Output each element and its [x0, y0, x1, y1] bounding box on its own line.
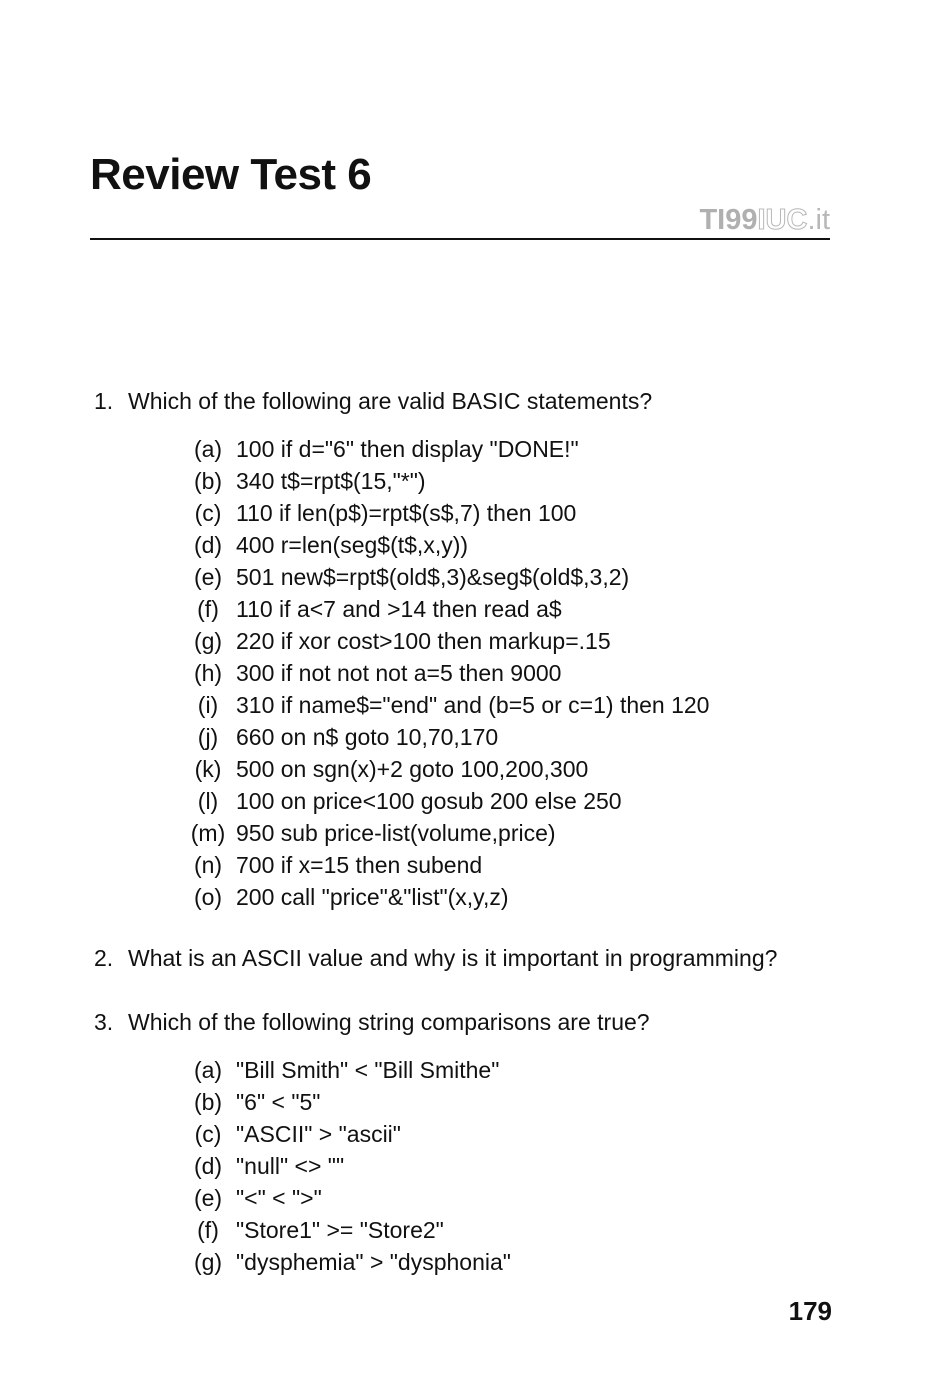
option-letter: (f): [197, 596, 219, 622]
option-item: [180, 753, 709, 785]
option-item: [180, 561, 709, 593]
option-item: [180, 529, 709, 561]
option-item: [180, 593, 709, 625]
option-item: [180, 785, 709, 817]
option-item: [180, 1118, 511, 1150]
option-item: [180, 1182, 511, 1214]
option-item: [180, 433, 709, 465]
page-title: Review Test 6: [90, 150, 372, 199]
option-text: "ASCII" > "ascii": [236, 1121, 401, 1147]
watermark-part-3: .it: [807, 204, 830, 236]
option-letter: (d): [193, 532, 223, 558]
option-text: "dysphemia" > "dysphonia": [236, 1249, 511, 1275]
question-3: [94, 1009, 650, 1036]
watermark: [699, 204, 830, 237]
option-item: [180, 881, 709, 913]
option-letter: (e): [193, 1185, 223, 1211]
question-3-options: [180, 1054, 511, 1278]
question-number: 2.: [94, 945, 114, 971]
question-text: Which of the following string comparisons are true?: [128, 1009, 650, 1035]
option-letter: (b): [193, 1089, 223, 1115]
option-letter: (l): [197, 788, 219, 814]
option-text: 950 sub price-list(volume,price): [236, 820, 556, 846]
option-letter: (i): [197, 692, 219, 718]
option-text: "6" < "5": [236, 1089, 321, 1115]
option-item: [180, 689, 709, 721]
option-text: "Store1" >= "Store2": [236, 1217, 444, 1243]
watermark-part-1: TI99: [699, 204, 758, 236]
option-text: 500 on sgn(x)+2 goto 100,200,300: [236, 756, 589, 782]
question-number: 1.: [94, 388, 114, 414]
option-item: [180, 497, 709, 529]
option-letter: (g): [193, 1249, 223, 1275]
option-letter: (d): [193, 1153, 223, 1179]
option-item: [180, 465, 709, 497]
option-text: 400 r=len(seg$(t$,x,y)): [236, 532, 469, 558]
page-number: 179: [788, 1296, 832, 1326]
option-letter: (h): [193, 660, 223, 686]
option-text: 300 if not not not a=5 then 9000: [236, 660, 562, 686]
question-1: [94, 388, 652, 415]
option-item: [180, 1086, 511, 1118]
option-item: [180, 1150, 511, 1182]
option-text: 110 if len(p$)=rpt$(s$,7) then 100: [236, 500, 577, 526]
option-letter: (e): [193, 564, 223, 590]
question-2: [94, 945, 777, 972]
option-text: 220 if xor cost>100 then markup=.15: [236, 628, 611, 654]
option-letter: (f): [197, 1217, 219, 1243]
option-item: [180, 849, 709, 881]
option-letter: (b): [193, 468, 223, 494]
option-text: 660 on n$ goto 10,70,170: [236, 724, 499, 750]
option-item: [180, 817, 709, 849]
question-1-options: [180, 433, 709, 913]
option-item: [180, 1214, 511, 1246]
option-letter: (c): [194, 500, 222, 526]
option-letter: (g): [193, 628, 223, 654]
question-text: Which of the following are valid BASIC statements?: [128, 388, 653, 414]
option-text: 100 on price<100 gosub 200 else 250: [236, 788, 622, 814]
option-letter: (a): [193, 1057, 223, 1083]
option-text: 310 if name$="end" and (b=5 or c=1) then 120: [236, 692, 710, 718]
option-text: 340 t$=rpt$(15,"*"): [236, 468, 426, 494]
option-letter: (a): [193, 436, 223, 462]
option-text: "Bill Smith" < "Bill Smithe": [236, 1057, 500, 1083]
question-text: What is an ASCII value and why is it important in programming?: [128, 945, 778, 971]
option-item: [180, 721, 709, 753]
option-item: [180, 625, 709, 657]
option-text: 110 if a<7 and >14 then read a$: [236, 596, 562, 622]
option-text: "null" <> "": [236, 1153, 345, 1179]
option-text: 200 call "price"&"list"(x,y,z): [236, 884, 509, 910]
option-item: [180, 1246, 511, 1278]
option-text: 700 if x=15 then subend: [236, 852, 483, 878]
option-letter: (m): [190, 820, 226, 846]
title-divider: [90, 238, 830, 240]
option-letter: (c): [194, 1121, 222, 1147]
option-letter: (o): [193, 884, 223, 910]
option-item: [180, 657, 709, 689]
option-item: [180, 1054, 511, 1086]
question-number: 3.: [94, 1009, 114, 1035]
option-text: 501 new$=rpt$(old$,3)&seg$(old$,3,2): [236, 564, 630, 590]
watermark-part-2: IUC: [757, 204, 808, 236]
option-text: "<" < ">": [236, 1185, 322, 1211]
option-letter: (k): [194, 756, 222, 782]
option-letter: (j): [197, 724, 219, 750]
option-letter: (n): [193, 852, 223, 878]
option-text: 100 if d="6" then display "DONE!": [236, 436, 579, 462]
